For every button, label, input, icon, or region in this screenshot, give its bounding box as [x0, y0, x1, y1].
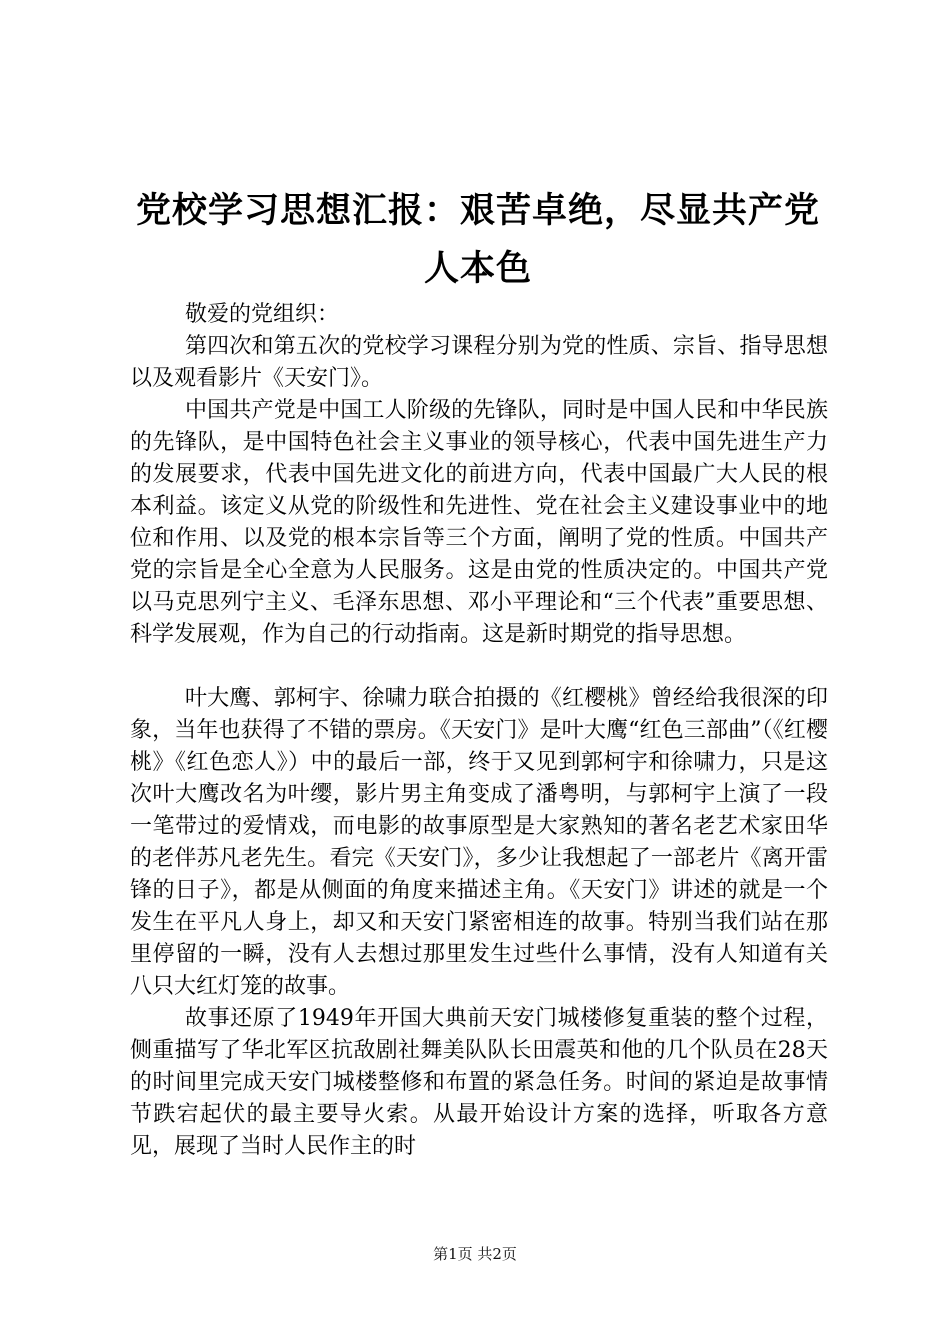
paragraph-film-background: 叶大鹰、郭柯宇、徐啸力联合拍摄的《红樱桃》曾经给我很深的印象，当年也获得了不错的票房。《天安门》是叶大鹰“红色三部曲”（《红樱桃》《红色恋人》）中的最后一部，终于又见到郭柯宇和徐啸力，只是这次叶大鹰改名为叶缨，影片男主角变成了潘粤明，与郭柯宇上演了一段一笔带过的爱情戏，而电影的故事原型是大家熟知的著名老艺术家田华的老伴苏凡老先生。看完《天安门》，多少让我想起了一部老片《离开雷锋的日子》，都是从侧面的角度来描述主角。《天安门》讲述的就是一个发生在平凡人身上，却又和天安门紧密相连的故事。特别当我们站在那里停留的一瞬，没有人去想过那里发生过些什么事情，没有人知道有关八只大红灯笼的故事。 [130, 686, 828, 999]
paragraph-gap [130, 651, 828, 683]
salutation: 敬爱的党组织： [185, 302, 340, 327]
paragraph-intro: 第四次和第五次的党校学习课程分别为党的性质、宗旨、指导思想以及观看影片《天安门》。 [130, 334, 828, 391]
document-body [130, 299, 828, 1163]
paragraph-party-nature: 中国共产党是中国工人阶级的先锋队，同时是中国人民和中华民族的先锋队，是中国特色社会主义事业的领导核心，代表中国先进生产力的发展要求，代表中国先进文化的前进方向，代表中国最广大人民的根本利益。该定义从党的阶级性和先进性、党在社会主义建设事业中的地位和作用、以及党的根本宗旨等三个方面，阐明了党的性质。中国共产党的宗旨是全心全意为人民服务。这是由党的性质决定的。中国共产党以马克思列宁主义、毛泽东思想、邓小平理论和“三个代表”重要思想、科学发展观，作为自己的行动指南。这是新时期党的指导思想。 [130, 398, 828, 647]
document-title: 党校学习思想汇报：艰苦卓绝，尽显共产党人本色 [135, 190, 820, 289]
paragraph-film-story: 故事还原了1949年开国大典前天安门城楼修复重装的整个过程，侧重描写了华北军区抗敌剧社舞美队队长田震英和他的几个队员在28天的时间里完成天安门城楼整修和布置的紧急任务。时间的紧迫是故事情节跌宕起伏的最主要导火索。从最开始设计方案的选择，听取各方意见，展现了当时人民作主的时 [130, 1006, 828, 1159]
page-footer: 第1页 共2页 [433, 1245, 517, 1263]
